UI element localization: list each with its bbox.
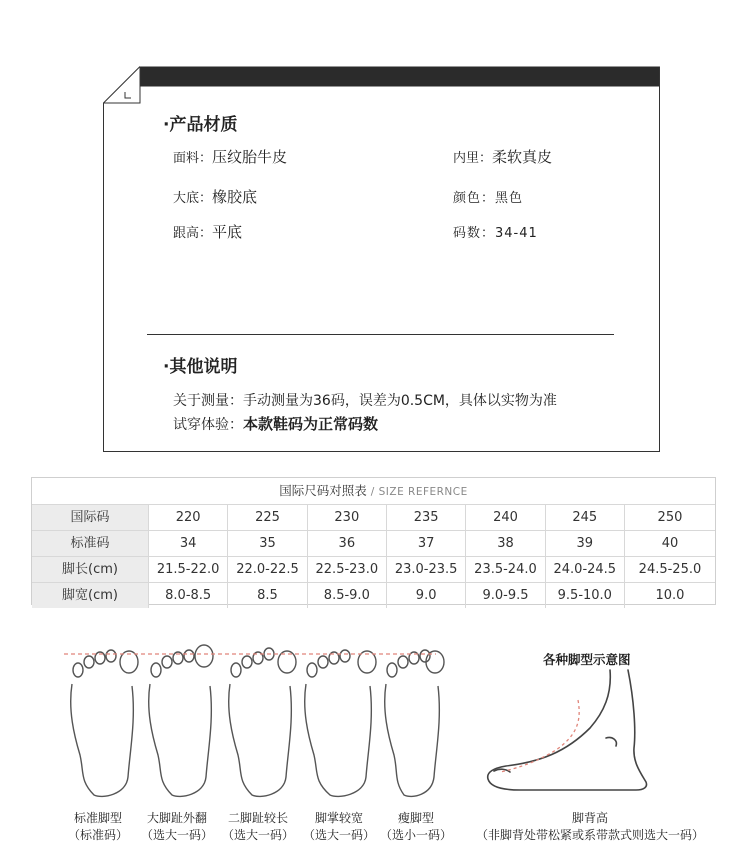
foot-type-caption	[378, 810, 454, 844]
foot-type-advice: （标准码）	[67, 828, 128, 842]
section-divider	[147, 334, 614, 335]
size-chart-body	[32, 505, 715, 608]
size-chart-cell: 23.5-24.0	[466, 557, 545, 582]
size-chart-row	[32, 505, 715, 531]
sole-field	[173, 186, 257, 207]
size-chart-table	[31, 477, 716, 605]
measurement-text: 手动测量为36码，误差为0.5CM，具体以实物为准	[243, 393, 557, 409]
size-chart-cell: 38	[466, 531, 545, 556]
measurement-label: 关于测量：	[173, 393, 243, 409]
foot-type-advice: （选大一码）	[140, 828, 213, 842]
size-chart-cell: 240	[466, 505, 545, 530]
foot-type-name: 瘦脚型	[397, 811, 434, 825]
size-chart-row-header: 标准码	[32, 531, 149, 556]
foot-type-caption	[218, 810, 298, 844]
size-chart-cell: 9.0	[387, 583, 466, 608]
fit-label: 试穿体验：	[173, 417, 243, 433]
foot-outline-icon	[305, 650, 376, 796]
size-chart-title-text: 国际尺码对照表	[279, 483, 367, 498]
upper-material-value: 压纹胎牛皮	[212, 148, 288, 166]
foot-types-diagram-title: 各种脚型示意图	[543, 652, 631, 667]
size-chart-row-header: 国际码	[32, 505, 149, 530]
size-chart-cell: 8.5	[228, 583, 307, 608]
lining-field	[453, 146, 552, 167]
size-chart-cell: 23.0-23.5	[387, 557, 466, 582]
foot-type-caption	[60, 810, 136, 844]
heel-label: 跟高：	[173, 226, 213, 241]
foot-type-name: 脚掌较宽	[314, 811, 363, 825]
fit-note	[173, 413, 378, 434]
lining-value: 柔软真皮	[492, 148, 553, 166]
size-chart-cell: 35	[228, 531, 307, 556]
size-range-field	[453, 222, 538, 241]
size-chart-subtitle: / SIZE REFERNCE	[370, 486, 468, 498]
foot-type-name: 标准脚型	[73, 811, 122, 825]
color-field	[453, 187, 523, 206]
size-chart-cell: 21.5-22.0	[149, 557, 228, 582]
size-chart-cell: 10.0	[655, 588, 685, 603]
size-chart-cell: 22.5-23.0	[308, 557, 387, 582]
size-chart-row-header: 脚宽(cm)	[32, 583, 149, 608]
size-chart-cell: 24.0-24.5	[546, 557, 625, 582]
color-label: 颜色：	[453, 191, 496, 206]
size-chart-row-header: 脚长(cm)	[32, 557, 149, 582]
materials-heading: ·产品材质	[163, 115, 238, 135]
size-chart-cell: 225	[228, 505, 307, 530]
foot-type-name: 大脚趾外翻	[146, 811, 207, 825]
upper-material-label: 面料：	[173, 151, 213, 166]
size-range-label: 码数：	[453, 226, 496, 241]
size-chart-row	[32, 531, 715, 557]
size-chart-cell: 8.5-9.0	[308, 583, 387, 608]
size-chart-cell: 8.0-8.5	[149, 583, 228, 608]
measurement-note	[173, 390, 557, 410]
foot-shapes-illustration	[0, 640, 750, 810]
size-chart-cell: 245	[546, 505, 625, 530]
notes-heading: ·其他说明	[163, 357, 238, 377]
foot-type-advice: （选大一码）	[302, 828, 375, 842]
size-chart-cell: 34	[149, 531, 228, 556]
sole-label: 大底：	[173, 191, 213, 206]
foot-outline-icon	[71, 650, 138, 796]
foot-type-advice: （选小一码）	[379, 828, 452, 842]
foot-outline-icon	[149, 645, 213, 796]
foot-outline-icon	[385, 650, 444, 796]
heel-value: 平底	[212, 223, 243, 241]
instep-caption	[470, 810, 710, 844]
color-value: 黑色	[495, 191, 524, 206]
sole-value: 橡胶底	[212, 188, 258, 206]
instep-advice: （非脚背处带松紧或系带款式则选大一码）	[475, 828, 704, 842]
instep-name: 脚背高	[571, 811, 608, 825]
upper-material-field	[173, 146, 287, 167]
size-chart-cell: 220	[149, 505, 228, 530]
size-range-value: 34-41	[495, 226, 538, 241]
foot-type-caption	[299, 810, 379, 844]
foot-outline-icon	[229, 648, 296, 796]
foot-type-name: 二脚趾较长	[227, 811, 288, 825]
size-chart-cell: 9.0-9.5	[466, 583, 545, 608]
size-chart-title	[32, 478, 715, 505]
size-chart-cell: 40	[661, 536, 679, 551]
foot-type-advice: （选大一码）	[221, 828, 294, 842]
size-chart-cell: 22.0-22.5	[228, 557, 307, 582]
size-chart-cell: 39	[546, 531, 625, 556]
size-chart-cell: 250	[657, 510, 683, 525]
card-header-bar	[140, 67, 659, 87]
lining-label: 内里：	[453, 151, 493, 166]
foot-type-caption	[137, 810, 217, 844]
size-chart-cell: 36	[308, 531, 387, 556]
side-view-foot-icon	[488, 670, 647, 790]
size-chart-cell: 230	[308, 505, 387, 530]
heel-field	[173, 221, 242, 242]
size-chart-row	[32, 583, 715, 608]
size-chart-cell: 37	[387, 531, 466, 556]
fit-text: 本款鞋码为正常码数	[243, 415, 379, 433]
size-chart-cell: 24.5-25.0	[638, 562, 702, 577]
instep-height-guide	[500, 700, 579, 772]
size-chart-row	[32, 557, 715, 583]
size-chart-cell: 9.5-10.0	[546, 583, 625, 608]
size-chart-cell: 235	[387, 505, 466, 530]
